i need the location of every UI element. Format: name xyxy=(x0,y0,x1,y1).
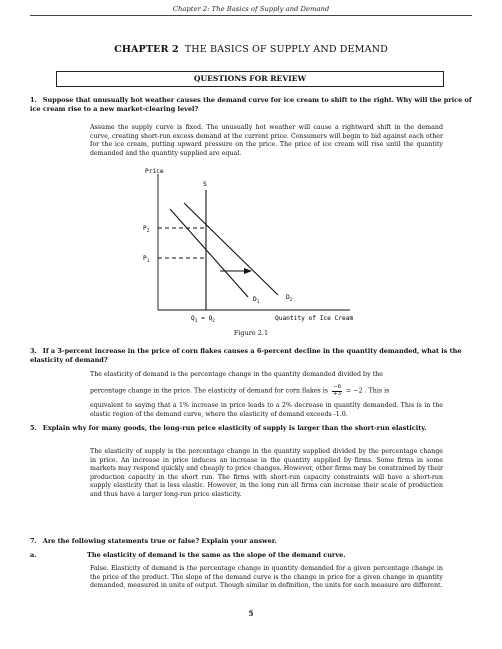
answer-3-text-a: percentage change in the price. The elasticity of demand for corn flakes is xyxy=(90,387,329,395)
question-7a-number: a. xyxy=(30,551,37,559)
answer-3-text-b: = −2 . This is xyxy=(346,387,390,395)
question-5-text: Explain why for many goods, the long-run price elasticity of supply is larger than the short-run elasticity. xyxy=(42,424,427,432)
answer-3-line-1: The elasticity of demand is the percentage change in the quantity demanded divided by the xyxy=(90,371,383,378)
question-3-text: If a 3-percent increase in the price of corn flakes causes a 6-percent decline in the quantity demanded, what is the elasticity of demand? xyxy=(30,347,462,364)
answer-3-line-2 xyxy=(90,385,443,397)
question-7 xyxy=(30,537,473,546)
p1-label xyxy=(143,255,150,264)
question-1-number: 1. xyxy=(30,96,37,104)
p2-letter: P xyxy=(143,225,147,232)
question-7a-text: The elasticity of demand is the same as the slope of the demand curve. xyxy=(87,551,346,559)
question-1 xyxy=(30,96,473,114)
demand-curve-d2 xyxy=(184,203,278,295)
chapter-heading xyxy=(0,44,502,55)
section-title-box: QUESTIONS FOR REVIEW xyxy=(56,71,444,87)
answer-7a: False. Elasticity of demand is the percentage change in quantity demanded for a given percentage change in the price of the product. The slope of the demand curve is the change in price for a given change in quantity demanded, measured in units of output. Though similar in definition, the units for each measure are different. xyxy=(90,565,443,590)
p2-label xyxy=(143,225,150,234)
page-number: 5 xyxy=(248,609,254,618)
elasticity-fraction xyxy=(332,385,342,397)
question-5 xyxy=(30,424,473,433)
price-axis-label: Price xyxy=(145,168,164,175)
q2-subscript: 2 xyxy=(212,319,215,324)
question-3 xyxy=(30,347,473,365)
q-equals: = Q xyxy=(197,315,213,322)
question-3-number: 3. xyxy=(30,347,37,355)
x-axis-label: Quantity of Ice Cream xyxy=(275,315,354,322)
figure-caption: Figure 2.1 xyxy=(233,329,269,337)
d2-subscript: 2 xyxy=(289,298,293,303)
question-7-number: 7. xyxy=(30,537,37,545)
chapter-number: CHAPTER 2 xyxy=(114,44,179,55)
q1-subscript: 1 xyxy=(194,319,198,324)
p2-subscript: 2 xyxy=(146,229,150,234)
answer-1: Assume the supply curve is fixed. The unusually hot weather will cause a rightward shift in the demand curve, creating short-run excess demand at the current price. Consumers will begin to bid against each other for the ice cream, putting upward pressure on the price. The price of ice cream will rise until the quantity demanded and the quantity supplied are equal. xyxy=(90,124,443,157)
d1-subscript: 1 xyxy=(256,300,260,305)
fraction-denominator: +3 xyxy=(333,390,342,397)
chapter-title: THE BASICS OF SUPPLY AND DEMAND xyxy=(184,44,388,55)
answer-5: The elasticity of supply is the percentage change in the quantity supplied divided by the percentage change in price. An increase in price induces an increase in the quantity supplied by firms. Some firms in some markets may respond quickly and cheaply to price changes. However, other firms may be constrained by their production capacity in the short run. The firms with short-run capacity constraints will have a short-run supply elasticity that is less elastic. However, in the long run all firms can increase their scale of production and thus have a larger long-run price elasticity. xyxy=(90,448,443,498)
d2-letter: D xyxy=(286,294,290,301)
quantity-tick-label xyxy=(191,315,215,324)
question-5-number: 5. xyxy=(30,424,37,432)
demand-curve-d1 xyxy=(170,209,248,297)
question-7a xyxy=(30,551,473,560)
p1-letter: P xyxy=(143,255,147,262)
supply-demand-figure xyxy=(140,160,365,332)
q1-letter: Q xyxy=(191,315,195,322)
d2-label xyxy=(286,294,293,303)
question-1-text: Suppose that unusually hot weather causes the demand curve for ice cream to shift to the right. Why will the price of ice cream rise to a new market-clearing level? xyxy=(30,96,472,113)
running-header: Chapter 2: The Basics of Supply and Demand xyxy=(172,5,330,13)
fraction-numerator: −6 xyxy=(333,384,342,390)
p1-subscript: 1 xyxy=(146,259,150,264)
header-rule xyxy=(30,15,472,16)
d1-label xyxy=(253,296,260,305)
d1-letter: D xyxy=(253,296,257,303)
answer-3-line-3: equivalent to saying that a 1% increase in price leads to a 2% decrease in quantity demanded. This is in the elastic region of the demand curve, where the elasticity of demand exceeds -1.0. xyxy=(90,402,443,418)
supply-label: S xyxy=(203,181,207,188)
question-7-text: Are the following statements true or false? Explain your answer. xyxy=(42,537,277,545)
